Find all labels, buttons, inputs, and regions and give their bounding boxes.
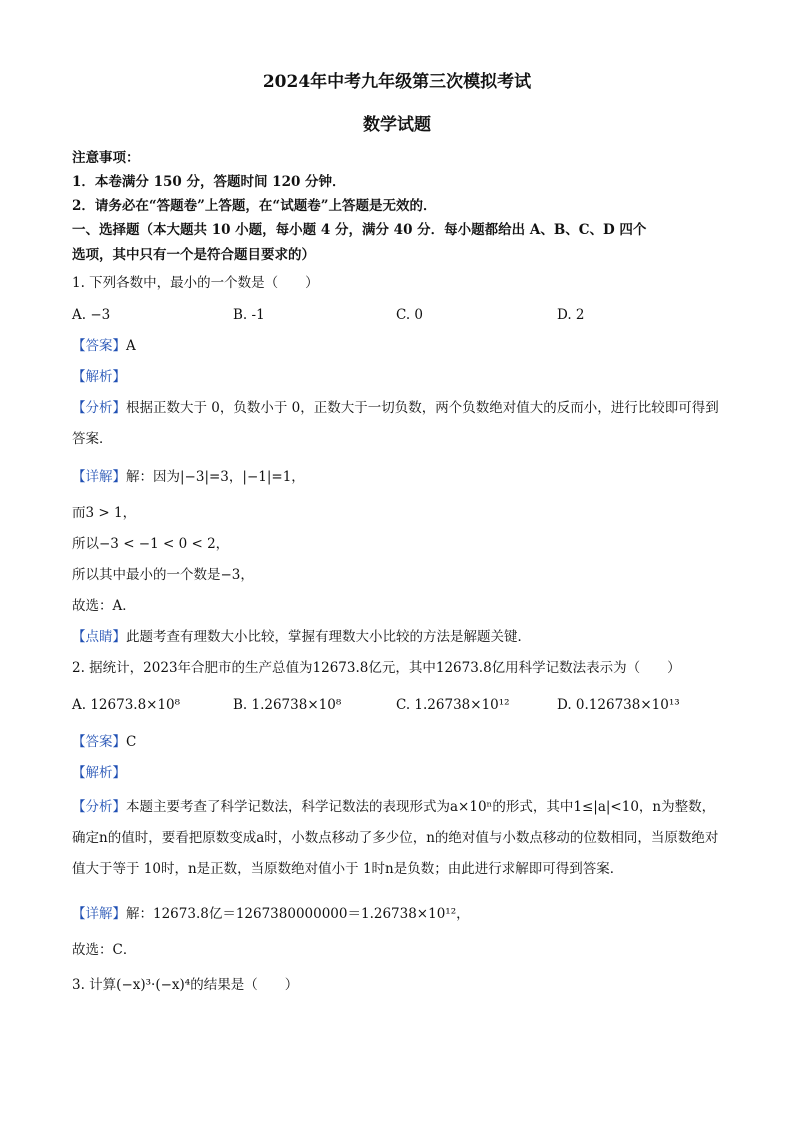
- q1-step-1: 而3 > 1，: [72, 505, 137, 521]
- q1-fenxi: [72, 393, 722, 455]
- analysis-tag: 【解析】: [72, 765, 126, 781]
- q1-option-b: B. -1: [233, 307, 265, 323]
- analysis-tag: 【解析】: [72, 369, 126, 385]
- question-1-stem: 1. 下列各数中，最小的一个数是（ ）: [72, 275, 319, 291]
- dianjing-tag: 【点睛】: [72, 629, 126, 645]
- q1-option-a: A. −3: [72, 307, 111, 323]
- notice-item-1: 1．本卷满分 150 分，答题时间 120 分钟．: [72, 174, 346, 190]
- q1-option-d: D. 2: [557, 307, 585, 323]
- q2-option-a: A. 12673.8×10⁸: [72, 697, 181, 713]
- question-2-stem: 2. 据统计，2023年合肥市的生产总值为12673.8亿元，其中12673.8亿用科学记数法表示为（ ）: [72, 660, 681, 676]
- q1-detail: [72, 467, 305, 487]
- q1-option-c: C. 0: [396, 307, 424, 323]
- fenxi-text: 根据正数大于 0，负数小于 0，正数大于一切负数，两个负数绝对值大的反而小，进行比较即可得到答案．: [72, 400, 719, 447]
- fenxi-text: 本题主要考查了科学记数法，科学记数法的表现形式为a×10ⁿ的形式，其中1≤|a|<10，n为整数，确定n的值时，要看把原数变成a时，小数点移动了多少位，n的绝对值与小数点移动的位数相同，当原数绝对值大于等于 10时，n是正数，当原数绝对值小于 1时n是负数；由此进行求解即可得到答案．: [72, 799, 719, 877]
- section-heading-line-2: 选项，其中只有一个是符合题目要求的）: [72, 247, 315, 263]
- fenxi-tag: 【分析】: [72, 799, 126, 815]
- page-subtitle: 数学试题: [363, 115, 431, 135]
- q1-answer: [72, 336, 136, 356]
- notice-item-2: 2．请务必在“答题卷”上答题，在“试题卷”上答题是无效的．: [72, 198, 437, 214]
- answer-value: A: [126, 338, 136, 354]
- dianjing-text: 此题考查有理数大小比较，掌握有理数大小比较的方法是解题关键．: [126, 629, 531, 645]
- q1-step-4: 故选：A．: [72, 598, 136, 614]
- fenxi-tag: 【分析】: [72, 400, 126, 416]
- q2-option-b: B. 1.26738×10⁸: [233, 697, 342, 713]
- q1-step-3: 所以其中最小的一个数是−3，: [72, 567, 254, 583]
- notice-heading: 注意事项：: [72, 150, 140, 166]
- page-title: 2024年中考九年级第三次模拟考试: [262, 72, 532, 92]
- q2-option-c: C. 1.26738×10¹²: [396, 697, 510, 713]
- question-3-stem: 3. 计算(−x)³·(−x)⁴的结果是（ ）: [72, 977, 299, 993]
- q1-dianjing: [72, 627, 531, 647]
- q2-option-d: D. 0.126738×10¹³: [557, 697, 680, 713]
- q2-step-1: 故选：C．: [72, 942, 137, 958]
- q2-analysis-tag: [72, 763, 126, 783]
- section-heading-line-1: 一、选择题（本大题共 10 小题，每小题 4 分，满分 40 分．每小题都给出 A、B、C、D 四个: [72, 222, 647, 238]
- detail-tag: 【详解】: [72, 906, 126, 922]
- answer-tag: 【答案】: [72, 734, 126, 750]
- q1-analysis-tag: [72, 367, 126, 387]
- q2-answer: [72, 732, 136, 752]
- q2-fenxi: [72, 792, 722, 885]
- detail-text: 解：12673.8亿＝1267380000000＝1.26738×10¹²，: [126, 906, 470, 922]
- q2-detail: [72, 904, 470, 924]
- detail-text: 解：因为|−3|=3，|−1|=1，: [126, 469, 305, 485]
- q1-step-2: 所以−3 < −1 < 0 < 2，: [72, 536, 230, 552]
- detail-tag: 【详解】: [72, 469, 126, 485]
- answer-value: C: [126, 734, 137, 750]
- answer-tag: 【答案】: [72, 338, 126, 354]
